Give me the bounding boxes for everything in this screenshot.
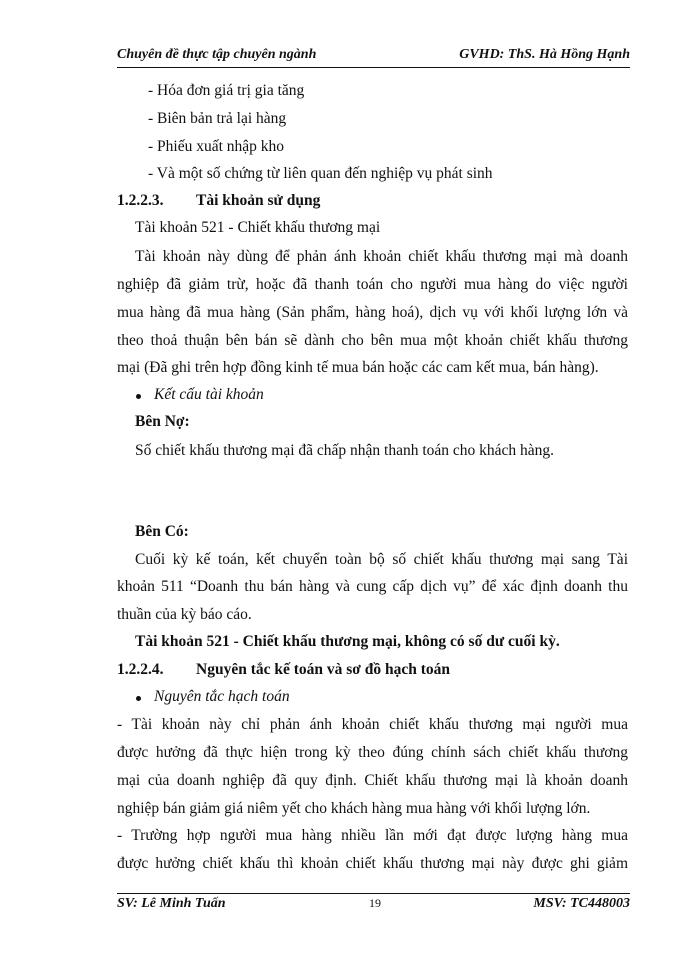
paragraph-line: mại (Đã ghi trên hợp đồng kinh tế mua bán hoặc các cam kết mua, bán hàng).: [117, 359, 599, 376]
paragraph-line: theo thoả thuận bên bán sẽ dành cho bên mua một khoản chiết khấu thương: [117, 332, 628, 349]
list-item: - Phiếu xuất nhập kho: [148, 138, 285, 155]
debit-text: Số chiết khấu thương mại đã chấp nhận thanh toán cho khách hàng.: [135, 442, 555, 459]
section-title: Nguyên tắc kế toán và sơ đồ hạch toán: [196, 661, 451, 678]
paragraph-line: Tài khoản này dùng để phản ánh khoản chiết khấu thương mại mà doanh: [135, 248, 628, 265]
paragraph-line: được hưởng đã thực hiện trong kỳ theo đúng chính sách chiết khấu thương: [117, 744, 628, 761]
page-number: 19: [369, 896, 381, 910]
bullet-heading: Nguyên tắc hạch toán: [154, 688, 290, 705]
paragraph-line: - Tài khoản này chỉ phản ánh khoản chiết khấu thương mại người mua: [117, 716, 628, 733]
section-number: 1.2.2.4.: [117, 661, 164, 678]
account-line: Tài khoản 521 - Chiết khấu thương mại: [135, 219, 381, 236]
paragraph-line: nghiệp đã giảm trừ, hoặc đã thanh toán cho người mua hàng do việc người: [117, 276, 628, 293]
paragraph-line: mại của doanh nghiệp đã quy định. Chiết khấu thương mại là khoản doanh: [117, 772, 628, 789]
list-item: - Biên bản trả lại hàng: [148, 110, 287, 127]
credit-label: Bên Có:: [135, 523, 189, 540]
footer-right: MSV: TC448003: [533, 896, 630, 911]
paragraph-line: thuần của kỳ báo cáo.: [117, 606, 252, 623]
debit-label: Bên Nợ:: [135, 413, 190, 430]
header-right: GVHD: ThS. Hà Hồng Hạnh: [459, 47, 630, 62]
paragraph-line: khoản 511 “Doanh thu bán hàng và cung cấp dịch vụ” để xác định doanh thu: [117, 578, 628, 595]
paragraph-line: mua hàng đã mua hàng (Sản phẩm, hàng hoá), dịch vụ với khối lượng lớn và: [117, 304, 628, 321]
list-item: - Và một số chứng từ liên quan đến nghiệp vụ phát sinh: [148, 165, 493, 182]
header-left: Chuyên đề thực tập chuyên ngành: [117, 47, 317, 62]
section-number: 1.2.2.3.: [117, 192, 164, 209]
paragraph-line: nghiệp bán giảm giá niêm yết cho khách hàng mua hàng với khối lượng lớn.: [117, 800, 591, 817]
bullet-icon: [136, 696, 141, 701]
bullet-heading: Kết cấu tài khoản: [154, 386, 264, 403]
paragraph-line: được hưởng chiết khấu thì khoản chiết khấu thương mại này được ghi giảm: [117, 855, 628, 872]
paragraph-line: - Trường hợp người mua hàng nhiều lần mới đạt được lượng hàng mua: [117, 827, 628, 844]
header-rule: [117, 67, 630, 68]
bullet-icon: [136, 394, 141, 399]
footer-left: SV: Lê Minh Tuấn: [117, 896, 226, 911]
footer-rule: [117, 893, 630, 894]
balance-note: Tài khoản 521 - Chiết khấu thương mại, không có số dư cuối kỳ.: [135, 633, 560, 650]
list-item: - Hóa đơn giá trị gia tăng: [148, 82, 305, 99]
paragraph-line: Cuối kỳ kế toán, kết chuyển toàn bộ số chiết khấu thương mại sang Tài: [135, 551, 628, 568]
section-title: Tài khoản sử dụng: [196, 192, 321, 209]
